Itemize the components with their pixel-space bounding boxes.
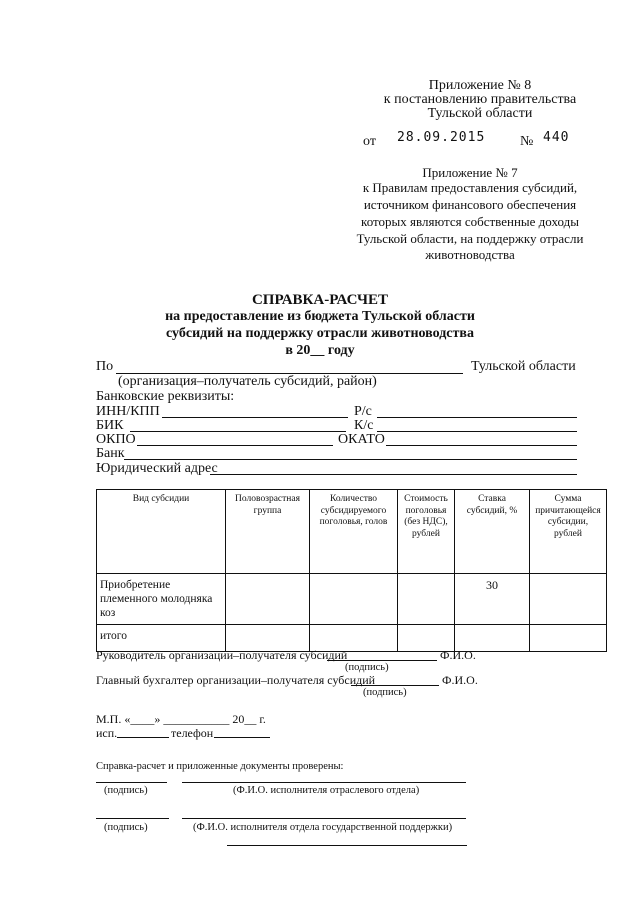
recipient-po-label: По [96,359,114,374]
appendix8-line3: Тульской области [427,106,533,121]
ks-label: К/с [354,418,374,433]
table-cell [398,574,455,625]
mp-date-line: М.П. «____» ___________ 20__ г. [96,712,266,726]
head-label: Руководитель организации–получателя субсидий [96,648,348,662]
accountant-fio: Ф.И.О. [442,673,478,687]
table-cell-subsidy-type: Приобретение племенного молодняка коз [97,574,226,625]
verify-extra-line [227,845,467,846]
head-podpis: (подпись) [345,662,389,673]
table-cell [310,574,398,625]
head-fio: Ф.И.О. [440,648,476,662]
okpo-label: ОКПО [96,432,136,447]
table-cell [530,574,607,625]
title-line3: субсидий на поддержку отрасли животноводства [166,326,474,341]
table-cell-total-label: итого [97,625,226,652]
appendix7-line4: которых являются собственные доходы [361,214,579,229]
address-label: Юридический адрес [96,461,218,476]
appendix7-title: Приложение № 7 [422,165,518,180]
number-prefix: № [520,134,534,149]
okato-label: ОКАТО [338,432,385,447]
appendix7-line6: животноводства [425,247,515,262]
inn-field [162,417,348,418]
isp-field [117,737,169,738]
table-header: Вид субсидии [97,490,226,574]
appendix7-line5: Тульской области, на поддержку отрасли [356,231,584,246]
verify-podpis-2: (подпись) [104,822,148,833]
okpo-field [137,445,333,446]
verify-signature-field-2 [96,818,169,819]
order-date: 28.09.2015 [397,130,486,145]
bank-field [124,459,577,460]
accountant-label: Главный бухгалтер организации–получателя субсидий [96,673,376,687]
bank-header: Банковские реквизиты: [96,389,235,404]
appendix7-line2: к Правилам предоставления субсидий, [362,180,578,195]
verify-fio-field-2 [182,818,466,819]
table-cell [226,574,310,625]
table-header: Стоимость поголовья (без НДС), рублей [398,490,455,574]
appendix8-line2: к постановлению правительства [383,92,577,107]
bik-field [130,431,346,432]
rs-label: Р/с [354,404,372,419]
rs-field [377,417,577,418]
verify-fio-state: (Ф.И.О. исполнителя отдела государственной поддержки) [193,822,453,833]
address-field [210,474,577,475]
verify-podpis-1: (подпись) [104,785,148,796]
head-signature-field [327,660,437,661]
title-year: в 20__ году [285,343,355,358]
table-cell [530,625,607,652]
table-header: Сумма причитающейся субсидии, рублей [530,490,607,574]
verify-signature-field-1 [96,782,167,783]
date-prefix: от [363,134,376,149]
recipient-hint: (организация–получатель субсидий, район) [118,374,377,389]
verification-header: Справка-расчет и приложенные документы проверены: [96,761,344,772]
okato-field [386,445,577,446]
inn-label: ИНН/КПП [96,404,160,419]
appendix8-title: Приложение № 8 [428,78,532,93]
table-header: Ставка субсидий, % [455,490,530,574]
table-row [97,574,607,625]
accountant-podpis: (подпись) [363,687,407,698]
verify-fio-field-1 [182,782,466,783]
ks-field [377,431,577,432]
isp-label: исп. [96,726,118,740]
appendix7-line3: источником финансового обеспечения [363,197,577,212]
order-number: 440 [543,130,570,145]
table-header-row [97,490,607,574]
table-cell-rate: 30 [455,574,530,625]
table-header: Количество субсидируемого поголовья, голов [310,490,398,574]
recipient-region: Тульской области [471,359,576,374]
verify-fio-branch: (Ф.И.О. исполнителя отраслевого отдела) [233,785,420,796]
table-header: Половозрастная группа [226,490,310,574]
bank-label: Банк [96,446,125,461]
title-line2: на предоставление из бюджета Тульской области [165,309,475,324]
phone-label: телефон [171,726,214,740]
bik-label: БИК [96,418,124,433]
document-title: СПРАВКА-РАСЧЕТ [251,292,389,308]
phone-field [214,737,270,738]
subsidy-table [96,489,607,652]
accountant-signature-field [351,685,439,686]
